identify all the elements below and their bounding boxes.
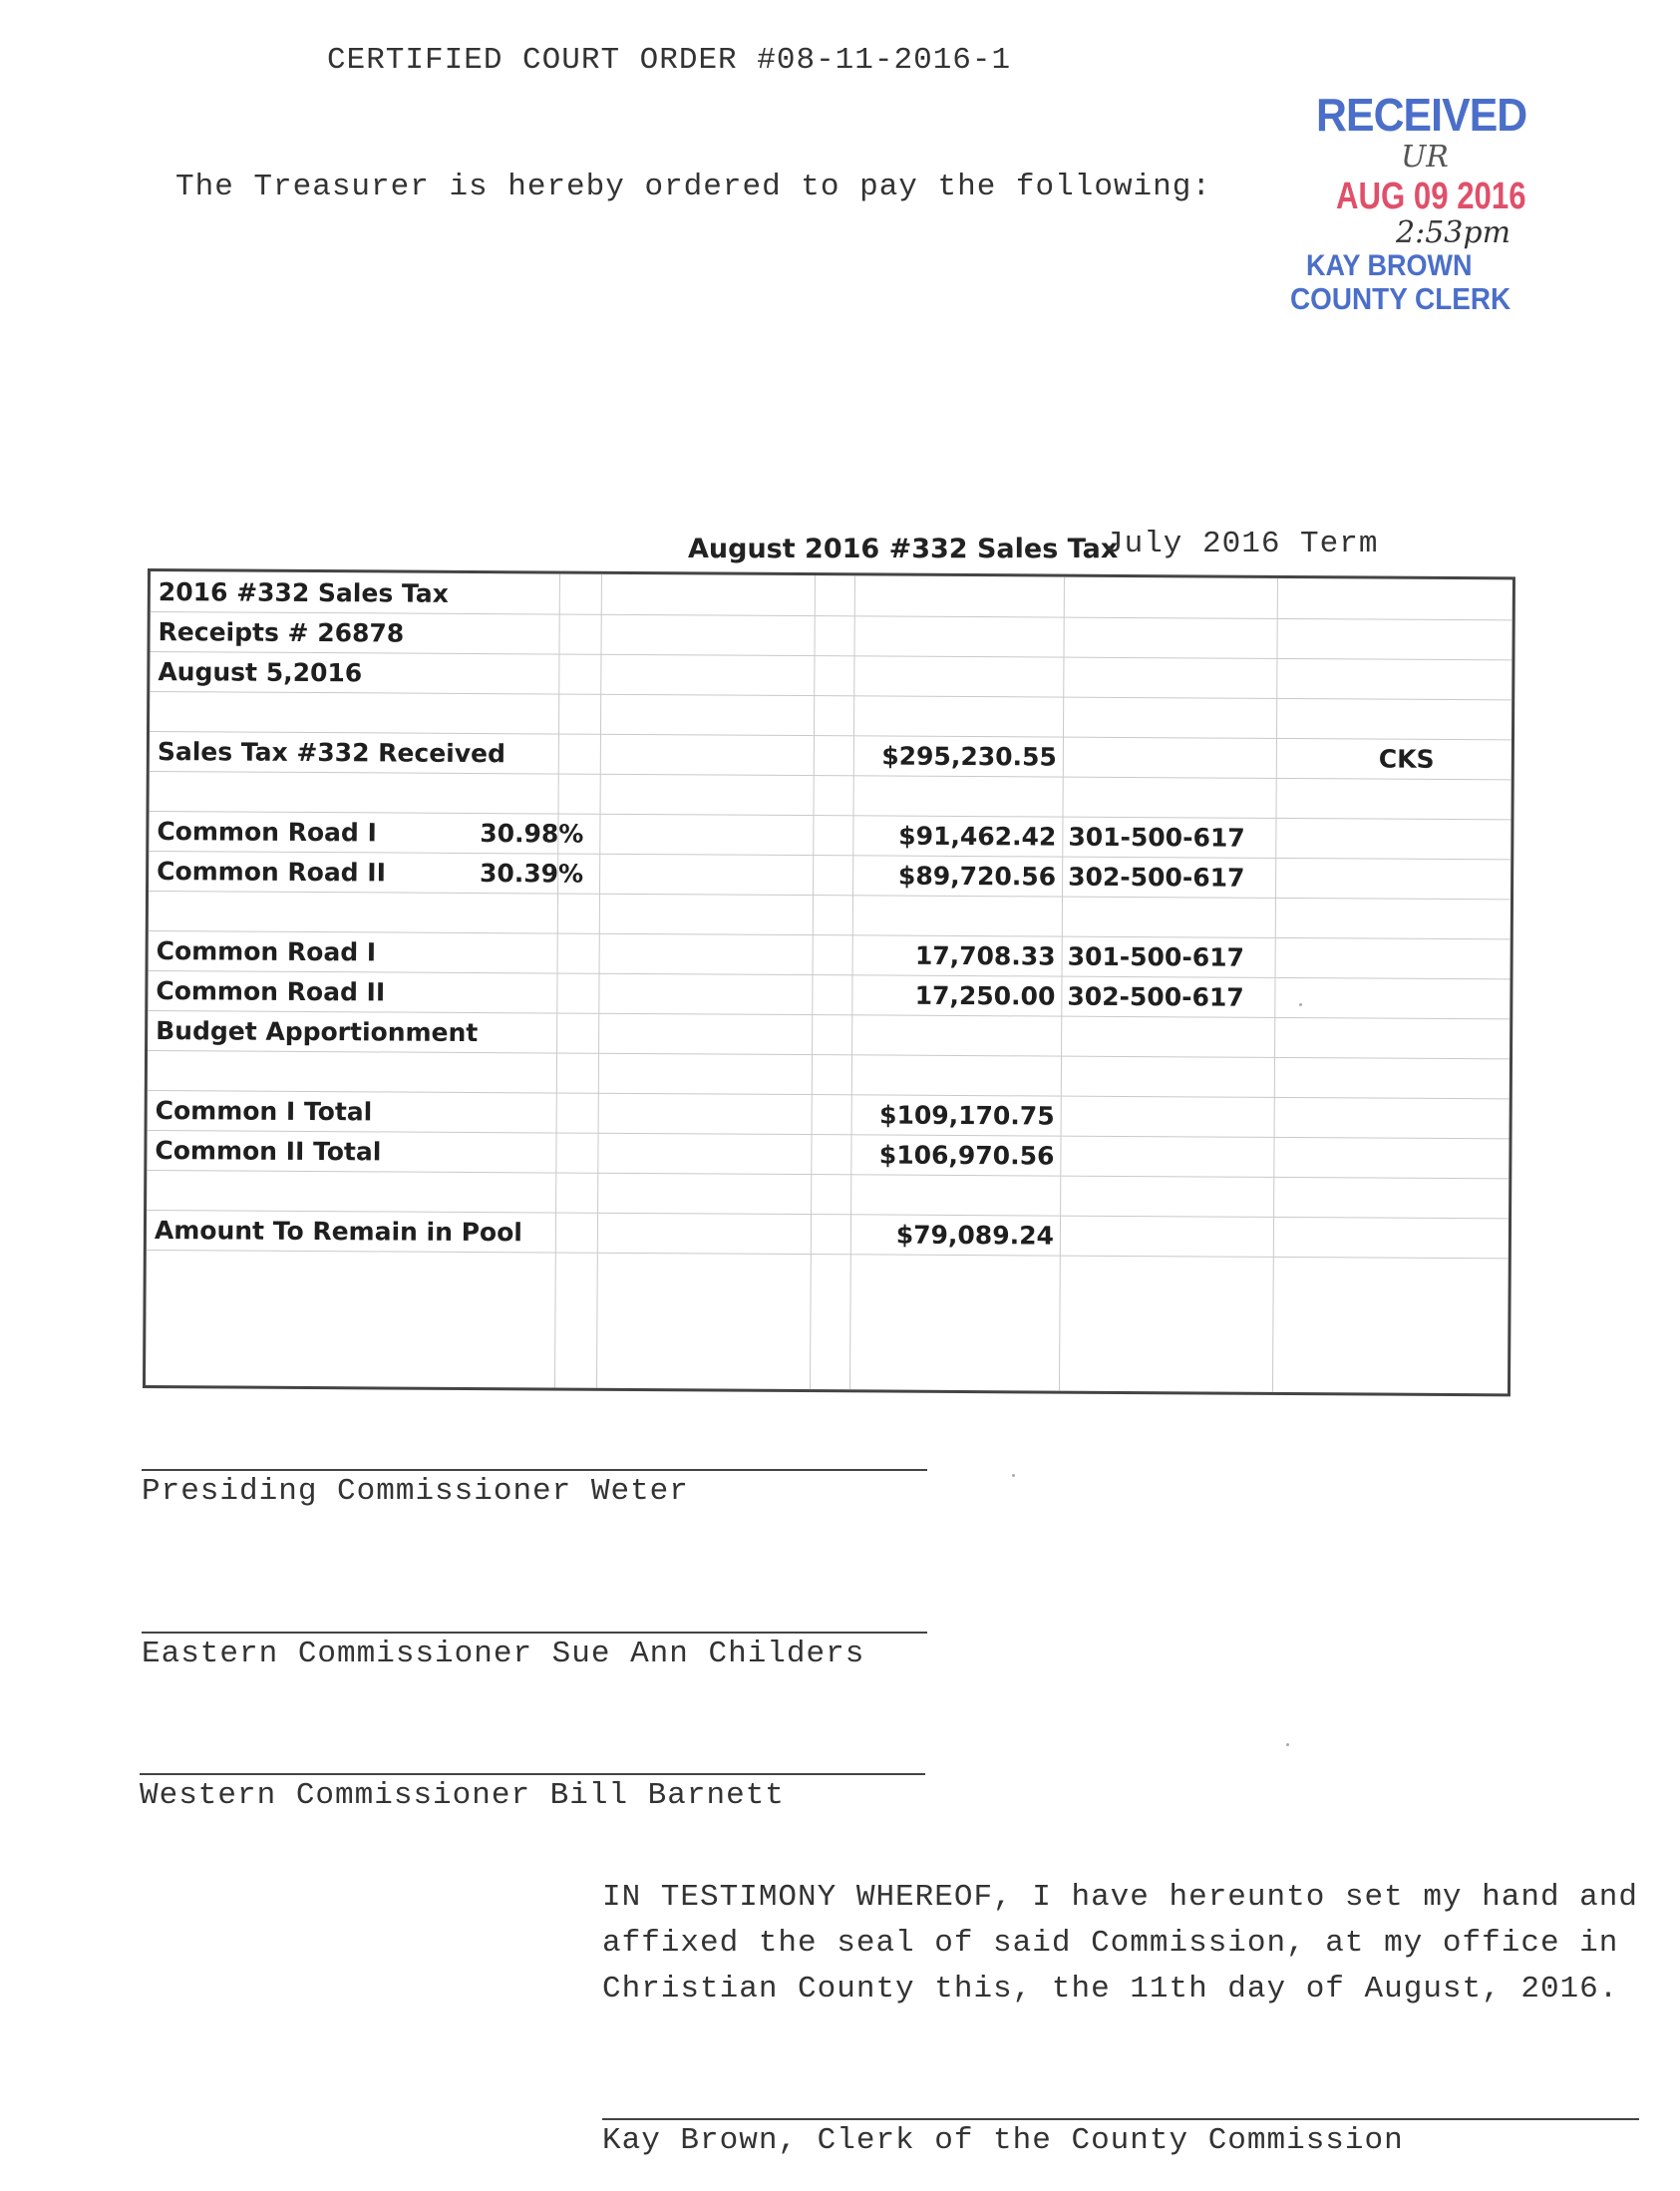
signature-western: Western Commissioner Bill Barnett <box>140 1778 785 1813</box>
row-amount: 17,708.33 <box>914 940 1056 971</box>
row-label: Receipts # 26878 <box>158 617 405 648</box>
stamp-time: 2:53pm <box>1396 215 1512 250</box>
row-account: 301-500-617 <box>1068 822 1245 853</box>
row-label: August 5,2016 <box>158 657 363 688</box>
grid-row-line <box>150 771 1512 780</box>
signature-line-western <box>140 1773 925 1775</box>
stamp-clerk-title: COUNTY CLERK <box>1290 281 1512 316</box>
intro-text: The Treasurer is hereby ordered to pay the following: <box>175 170 1211 204</box>
row-label: Common Road I <box>157 817 377 848</box>
grid-column-line <box>1272 578 1278 1392</box>
row-account: 302-500-617 <box>1068 862 1245 893</box>
table-term: July 2016 Term <box>1105 527 1379 561</box>
grid-column-line <box>1059 577 1065 1391</box>
stamp-date: AUG 09 2016 <box>1336 176 1526 217</box>
grid-row-line <box>147 1170 1509 1179</box>
stamp-received-text: RECEIVED <box>1316 89 1527 141</box>
row-label: Common I Total <box>155 1096 373 1127</box>
received-stamp <box>1286 88 1575 337</box>
grid-column-line <box>554 574 560 1388</box>
testimony-paragraph: IN TESTIMONY WHEREOF, I have hereunto set my hand and affixed the seal of said Commission, at my office in Christian County this, the 11th day of August, 2016. <box>602 1880 1638 2007</box>
table-header: August 2016 #332 Sales Tax <box>688 534 1119 564</box>
row-amount: $91,462.42 <box>898 821 1057 852</box>
grid-column-line <box>849 575 855 1389</box>
stamp-initials: UR <box>1401 140 1449 175</box>
table-rows <box>151 571 1512 1251</box>
row-label: Budget Apportionment <box>156 1016 479 1048</box>
row-amount: $109,170.75 <box>879 1100 1055 1131</box>
grid-column-line <box>596 574 602 1388</box>
signature-eastern: Eastern Commissioner Sue Ann Childers <box>142 1637 865 1671</box>
row-label: Amount To Remain in Pool <box>154 1216 522 1248</box>
grid-column-line <box>810 575 816 1389</box>
signature-clerk: Kay Brown, Clerk of the County Commission <box>602 2123 1404 2158</box>
row-amount: $89,720.56 <box>897 861 1057 892</box>
grid-row-line <box>148 1050 1510 1059</box>
row-amount: $106,970.56 <box>878 1140 1055 1171</box>
row-note: CKS <box>1378 744 1435 774</box>
row-label: Common II Total <box>155 1136 382 1167</box>
row-amount: 17,250.00 <box>914 980 1056 1011</box>
stamp-clerk-name: KAY BROWN <box>1306 249 1473 282</box>
row-label: 2016 #332 Sales Tax <box>158 577 449 608</box>
signature-line-presiding <box>142 1469 927 1471</box>
scan-speck <box>1012 1474 1015 1477</box>
row-amount: $295,230.55 <box>881 741 1057 772</box>
scan-speck <box>1286 1743 1289 1746</box>
sales-tax-table <box>143 568 1515 1396</box>
signature-presiding: Presiding Commissioner Weter <box>142 1474 689 1509</box>
table-row <box>151 571 1512 608</box>
row-label: Sales Tax #332 Received <box>157 737 506 769</box>
row-label: Common Road I <box>156 936 377 967</box>
row-account: 301-500-617 <box>1067 941 1245 972</box>
scan-speck <box>1299 1003 1302 1006</box>
row-percent: 30.98% <box>480 819 584 849</box>
row-amount: $79,089.24 <box>895 1220 1055 1251</box>
grid-row-line <box>147 1250 1509 1259</box>
row-label: Common Road II <box>157 857 387 888</box>
row-label: Common Road II <box>156 976 386 1007</box>
row-percent: 30.39% <box>479 859 584 889</box>
document-title: CERTIFIED COURT ORDER #08-11-2016-1 <box>327 43 1012 78</box>
signature-line-eastern <box>142 1632 927 1634</box>
grid-row-line <box>149 891 1511 900</box>
row-account: 302-500-617 <box>1067 981 1244 1012</box>
grid-row-line <box>150 691 1512 700</box>
signature-line-clerk <box>602 2118 1639 2120</box>
